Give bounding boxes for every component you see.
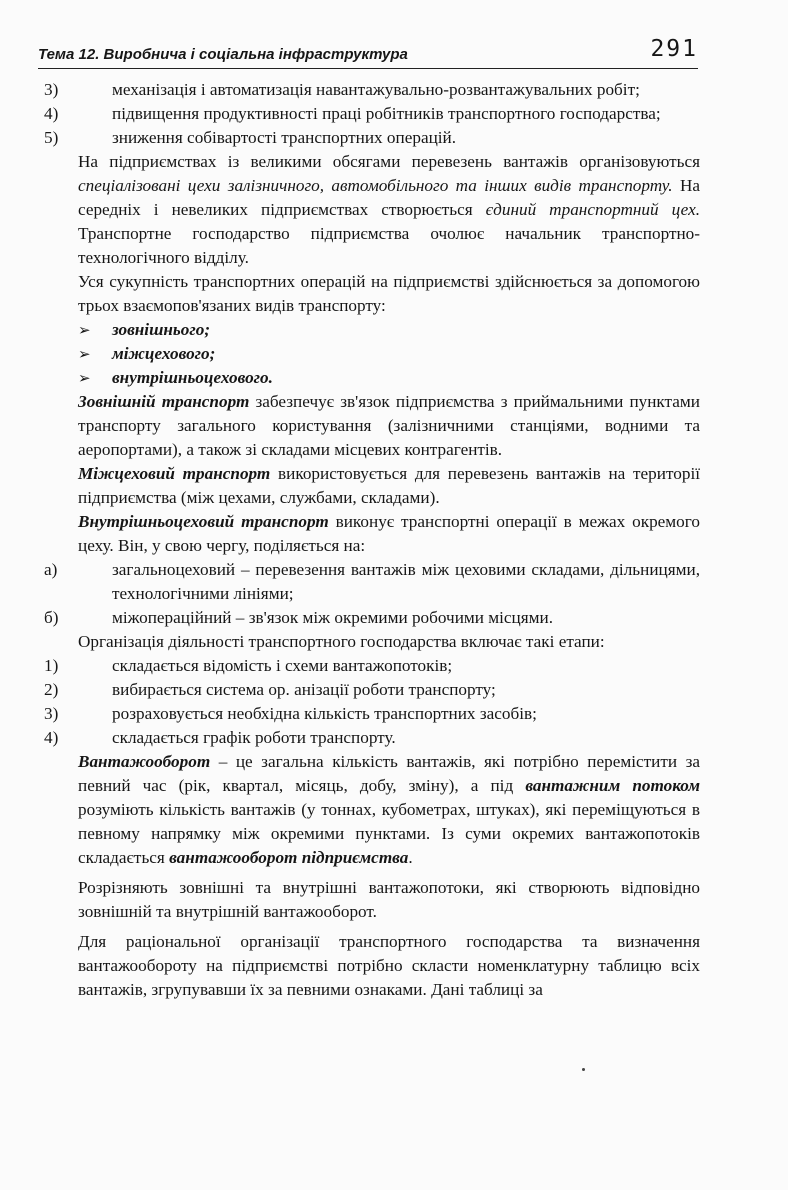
text-run: забезпечує зв'язок підприємства з приймальними пунктами транспорту загального користування (залізничними станціями, водними та аеропортами), а також зі складами місцевих контрагентів. (78, 392, 700, 459)
list-item (42, 102, 700, 126)
list-marker: 5) (44, 128, 59, 147)
list-item (42, 654, 700, 678)
bold-term: Міжцеховий транспорт (78, 464, 271, 483)
list-item-text: механізація і автоматизація навантажувально-розвантажувальних робіт; (112, 80, 640, 99)
paragraph-cargo-flows (78, 876, 700, 924)
paragraph-workshops (78, 150, 700, 270)
bold-term: вантажооборот підприємства (169, 848, 409, 867)
list-marker: б) (44, 608, 59, 627)
list-item (78, 366, 700, 390)
text-run: . (408, 848, 413, 867)
list-item (42, 558, 700, 606)
list-item (42, 678, 700, 702)
page-header (38, 36, 698, 69)
text-run: виконує транспортні операції в межах окремого цеху. Він, у свою чергу, поділяється на: (78, 512, 700, 555)
list-item-text: внутрішньоцехового. (112, 368, 273, 387)
arrow-bullet-icon: ➢ (78, 369, 91, 387)
paragraph-external-transport (78, 390, 700, 462)
stray-mark (582, 1068, 585, 1071)
paragraph-intrawork-transport (78, 510, 700, 558)
bold-term: Вантажооборот (78, 752, 211, 771)
page-number: 291 (650, 36, 698, 62)
bold-term: вантажним потоком (525, 776, 701, 795)
text-run: Розрізняють зовнішні та внутрішні вантажопотоки, які створюють відповідно зовнішній та внутрішній вантажооборот. (78, 878, 700, 921)
list-marker: 2) (44, 680, 59, 699)
list-item-text: міжцехового; (112, 344, 216, 363)
paragraph-interwork-transport (78, 462, 700, 510)
list-item-text: міжопераційний – зв'язок між окремими робочими місцями. (112, 608, 554, 627)
list-item (78, 318, 700, 342)
list-marker: 4) (44, 104, 59, 123)
list-marker: 1) (44, 656, 59, 675)
arrow-bullet-icon: ➢ (78, 321, 91, 339)
list-item (42, 702, 700, 726)
text-run: Організація діяльності транспортного господарства включає такі етапи: (78, 632, 605, 651)
list-item (42, 78, 700, 102)
paragraph-cargo-turnover (78, 750, 700, 870)
text-run: На підприємствах із великими обсягами перевезень вантажів організовуються (78, 152, 700, 171)
list-marker: 4) (44, 728, 59, 747)
list-item-text: зовнішнього; (112, 320, 211, 339)
bold-term: Зовнішній транспорт (78, 392, 250, 411)
list-item-text: загальноцеховий – перевезення вантажів між цеховими складами, дільницями, технологічними лініями; (112, 560, 700, 603)
running-title: Тема 12. Виробнича і соціальна інфраструктура (38, 46, 408, 63)
paragraph-transport-kinds (78, 270, 700, 318)
list-item (78, 342, 700, 366)
list-marker: 3) (44, 704, 59, 723)
text-run: Уся сукупність транспортних операцій на підприємстві здійснюється за допомогою трьох взаємопов'язаних видів транспорту: (78, 272, 700, 315)
list-item (42, 606, 700, 630)
paragraph-stages (78, 630, 700, 654)
text-run: використовується для перевезень вантажів на території підприємства (між цехами, службами, складами). (78, 464, 700, 507)
text-run: розуміють кількість вантажів (у тоннах, кубометрах, штуках), які переміщуються в певному напрямку між окремими пунктами. Із суми окремих вантажопотоків складається (78, 800, 700, 867)
list-item-text: зниження собівартості транспортних операцій. (112, 128, 457, 147)
list-marker: 3) (44, 80, 59, 99)
body-text (44, 78, 701, 1002)
italic-term: спеціалізовані цехи залізничного, автомобільного та інших видів транспорту. (78, 176, 673, 195)
list-item-text: розраховується необхідна кількість транспортних засобів; (112, 704, 537, 723)
list-item-text: складається відомість і схеми вантажопотоків; (112, 656, 453, 675)
list-item-text: вибирається система ор. анізації роботи транспорту; (112, 680, 496, 699)
list-item-text: підвищення продуктивності праці робітників транспортного господарства; (112, 104, 661, 123)
text-run: Для раціональної організації транспортного господарства та визначення вантажообороту на підприємстві потрібно скласти номенклатурну таблицю всіх вантажів, згрупувавши їх за певними ознаками. Дані таблиці за (78, 932, 700, 999)
list-item (42, 126, 700, 150)
list-marker: а) (44, 560, 58, 579)
paragraph-nomenclature (78, 930, 700, 1002)
italic-term: єдиний транспортний цех. (485, 200, 700, 219)
text-run: – це загальна кількість вантажів, які потрібно перемістити за певний час (рік, квартал, місяць, добу, зміну), а під (78, 752, 700, 795)
bold-term: Внутрішньоцеховий транспорт (78, 512, 329, 531)
text-run: Транспортне господарство підприємства очолює начальник транспортно-технологічного відділу. (78, 224, 700, 267)
text-run: На середніх і невеликих підприємствах створюється (78, 176, 700, 219)
list-item (42, 726, 700, 750)
arrow-bullet-icon: ➢ (78, 345, 91, 363)
list-item-text: складається графік роботи транспорту. (112, 728, 396, 747)
